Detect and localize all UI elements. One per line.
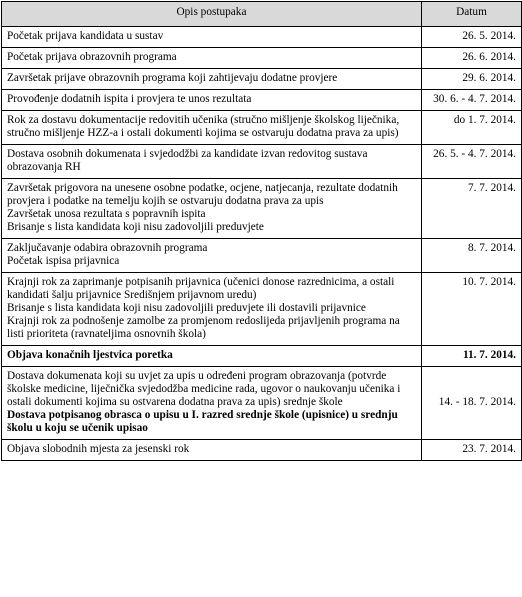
row-description [2,179,422,239]
row-text: Zaključavanje odabira obrazovnih programa [7,242,208,254]
row-text: Dostava dokumenata koji su uvjet za upis u određeni program obrazovanja (potvrde školske medicine, liječnička svjedodžba medicine rada, ugovor o naukovanju učenika i ostali dokumenti kojima su ostvarena dodatna prava za upis) srednje škole [7,370,401,408]
row-description [2,367,422,440]
row-text: Brisanje s lista kandidata koji nisu zadovoljili preduvjete [7,221,264,233]
row-text: Početak prijava kandidata u sustav [7,30,164,42]
header-date: Datum [422,2,522,27]
row-text: Krajnji rok za zaprimanje potpisanih prijavnica (učenici donose razrednicima, a ostali kandidati šalju prijavnice Središnjem prijavnom uredu) [7,276,395,301]
row-date: 30. 6. - 4. 7. 2014. [422,90,522,111]
row-date: 29. 6. 2014. [422,69,522,90]
schedule-table [1,1,522,461]
row-date: 8. 7. 2014. [422,239,522,273]
row-description [2,346,422,367]
row-date: 26. 6. 2014. [422,48,522,69]
row-text: Provođenje dodatnih ispita i provjera te unos rezultata [7,93,252,105]
table-row [2,273,522,346]
row-description [2,145,422,179]
row-date: 14. - 18. 7. 2014. [422,367,522,440]
table-row [2,48,522,69]
table-row [2,367,522,440]
row-text: Rok za dostavu dokumentacije redovitih učenika (stručno mišljenje školskog liječnika, stručno mišljenje HZZ-a i ostali dokumenti kojima se ostvaruju dodatna prava za upis) [7,114,400,139]
table-row [2,69,522,90]
table-row [2,145,522,179]
row-text: Brisanje s lista kandidata koji nisu zadovoljili preduvjete ili dostavili prijavnice [7,302,366,314]
row-date: 10. 7. 2014. [422,273,522,346]
row-text: Objava slobodnih mjesta za jesenski rok [7,443,190,455]
row-text: Krajnji rok za podnošenje zamolbe za promjenom redoslijeda prijavljenih programa na listi prioriteta (ravnateljima osnovnih škola) [7,315,400,340]
row-date: 26. 5. 2014. [422,27,522,48]
row-text: Objava konačnih ljestvica poretka [7,349,173,361]
row-description [2,27,422,48]
table-row [2,90,522,111]
table-row [2,440,522,461]
row-text: Završetak prigovora na unesene osobne podatke, ocjene, natjecanja, rezultate dodatnih provjera i podatke na temelju kojih se ostvaruju dodatna prava za upis [7,182,398,207]
row-text: Početak ispisa prijavnica [7,255,120,267]
row-description [2,69,422,90]
row-date: 7. 7. 2014. [422,179,522,239]
table-row-highlight [2,346,522,367]
table-row [2,239,522,273]
table-row [2,111,522,145]
table-row [2,27,522,48]
row-text-bold: Dostava potpisanog obrasca o upisu u I. razred srednje škole (upisnice) u srednju školu u koju se učenik upisao [7,409,398,434]
row-date: 11. 7. 2014. [422,346,522,367]
row-text: Završetak prijave obrazovnih programa koji zahtijevaju dodatne provjere [7,72,338,84]
row-description [2,239,422,273]
row-date: 23. 7. 2014. [422,440,522,461]
header-row [2,2,522,27]
header-description: Opis postupaka [2,2,422,27]
row-description [2,90,422,111]
table-row [2,179,522,239]
row-text: Završetak unosa rezultata s popravnih ispita [7,208,206,220]
row-description [2,48,422,69]
row-text: Dostava osobnih dokumenata i svjedodžbi za kandidate izvan redovitog sustava obrazovanja RH [7,148,368,173]
row-date: do 1. 7. 2014. [422,111,522,145]
row-text: Početak prijava obrazovnih programa [7,51,177,63]
row-description [2,111,422,145]
row-description [2,273,422,346]
row-date: 26. 5. - 4. 7. 2014. [422,145,522,179]
row-description [2,440,422,461]
